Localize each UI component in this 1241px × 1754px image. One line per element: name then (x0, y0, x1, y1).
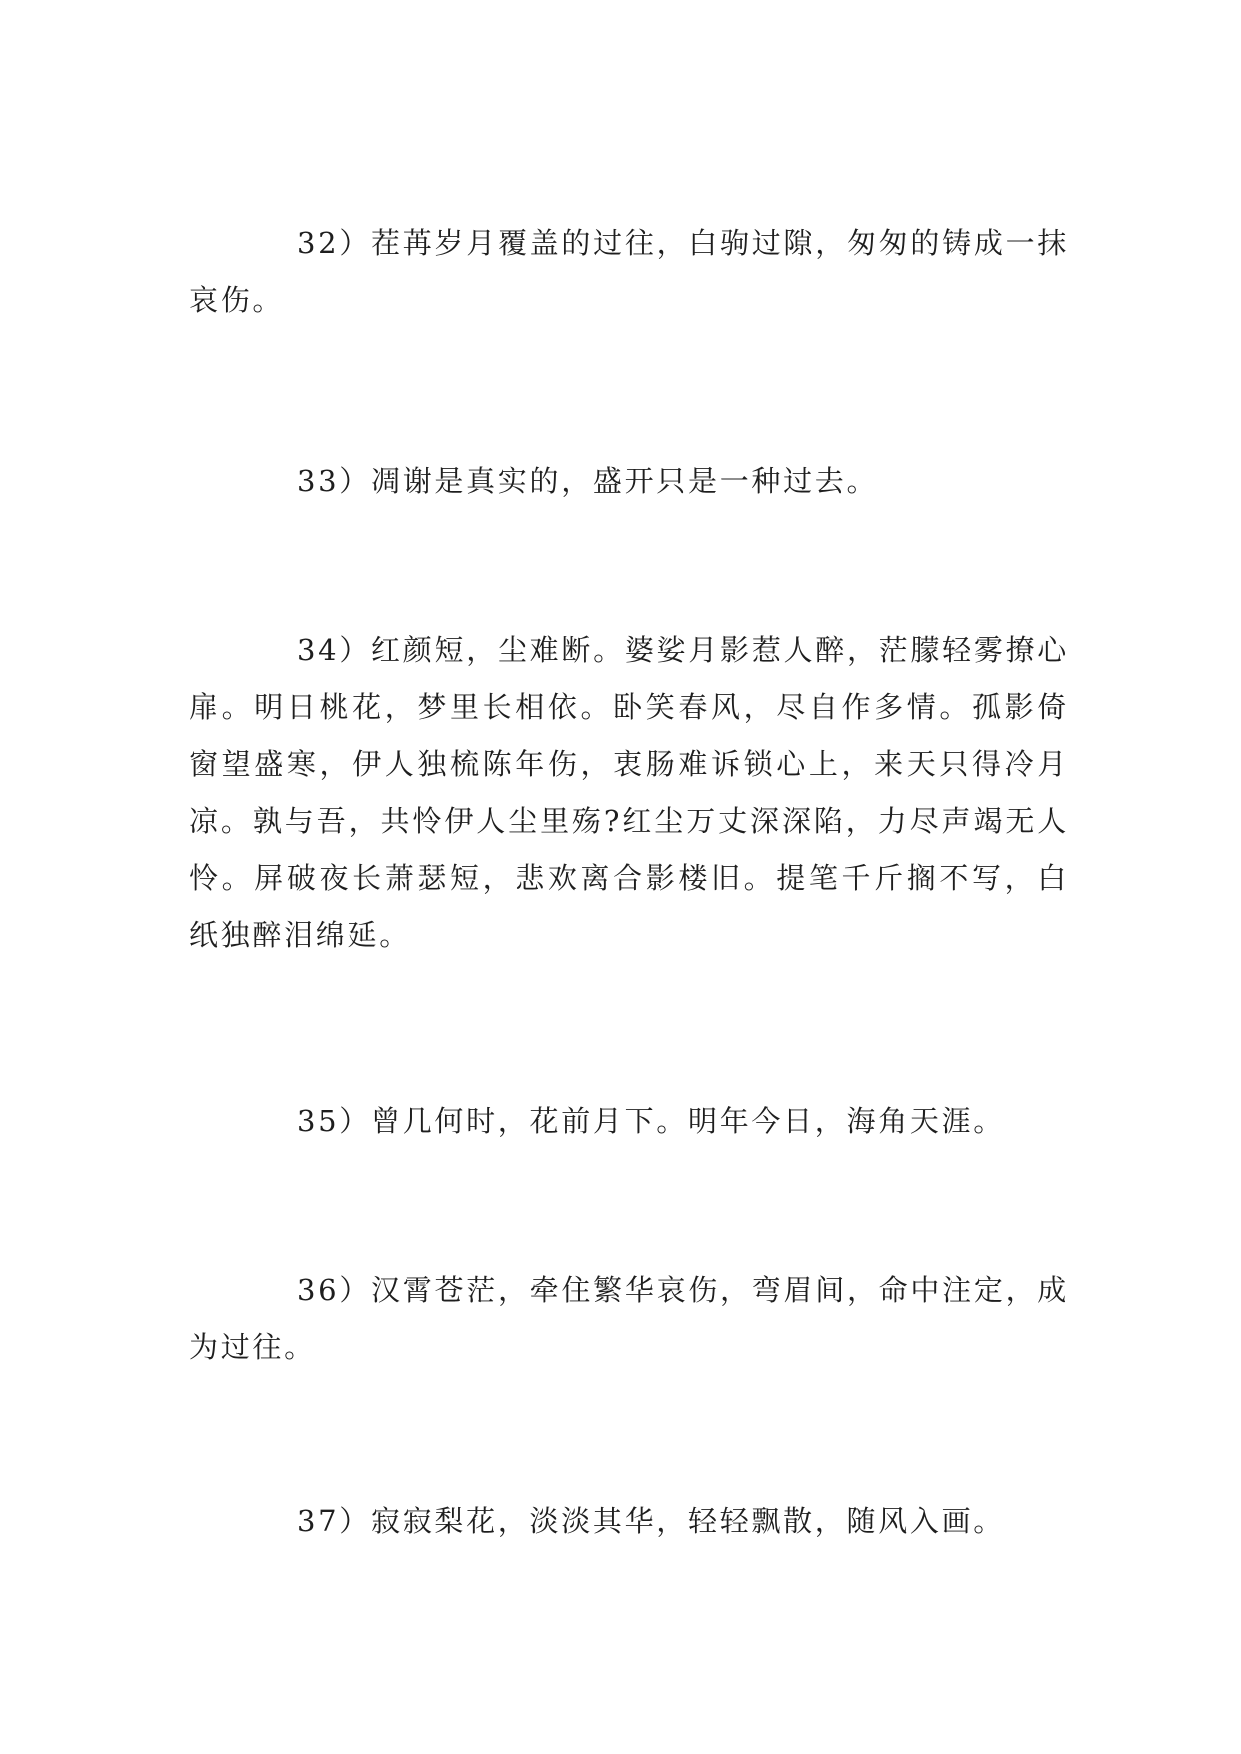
paragraph-37: 37）寂寂梨花，淡淡其华，轻轻飘散，随风入画。 (297, 1504, 1006, 1538)
paragraph-35: 35）曾几何时，花前月下。明年今日，海角天涯。 (297, 1104, 1006, 1138)
paragraph-32: 32）茬苒岁月覆盖的过往，白驹过隙，匆匆的铸成一抹哀伤。 (189, 226, 1069, 317)
paragraph-34: 34）红颜短，尘难断。婆娑月影惹人醉，茫朦轻雾撩心扉。明日桃花，梦里长相依。卧笑春风，尽自作多情。孤影倚窗望盛寒，伊人独梳陈年伤，衷肠难诉锁心上，来天只得冷月凉。孰与吾，共怜伊人尘里殇?红尘万丈深深陷，力尽声竭无人怜。屏破夜长萧瑟短，悲欢离合影楼旧。提笔千斤搁不写，白纸独醉泪绵延。 (189, 633, 1069, 952)
paragraph-33: 33）凋谢是真实的，盛开只是一种过去。 (297, 464, 879, 498)
paragraph-36: 36）汉霄苍茫，牵住繁华哀伤，弯眉间，命中注定，成为过往。 (189, 1273, 1069, 1364)
